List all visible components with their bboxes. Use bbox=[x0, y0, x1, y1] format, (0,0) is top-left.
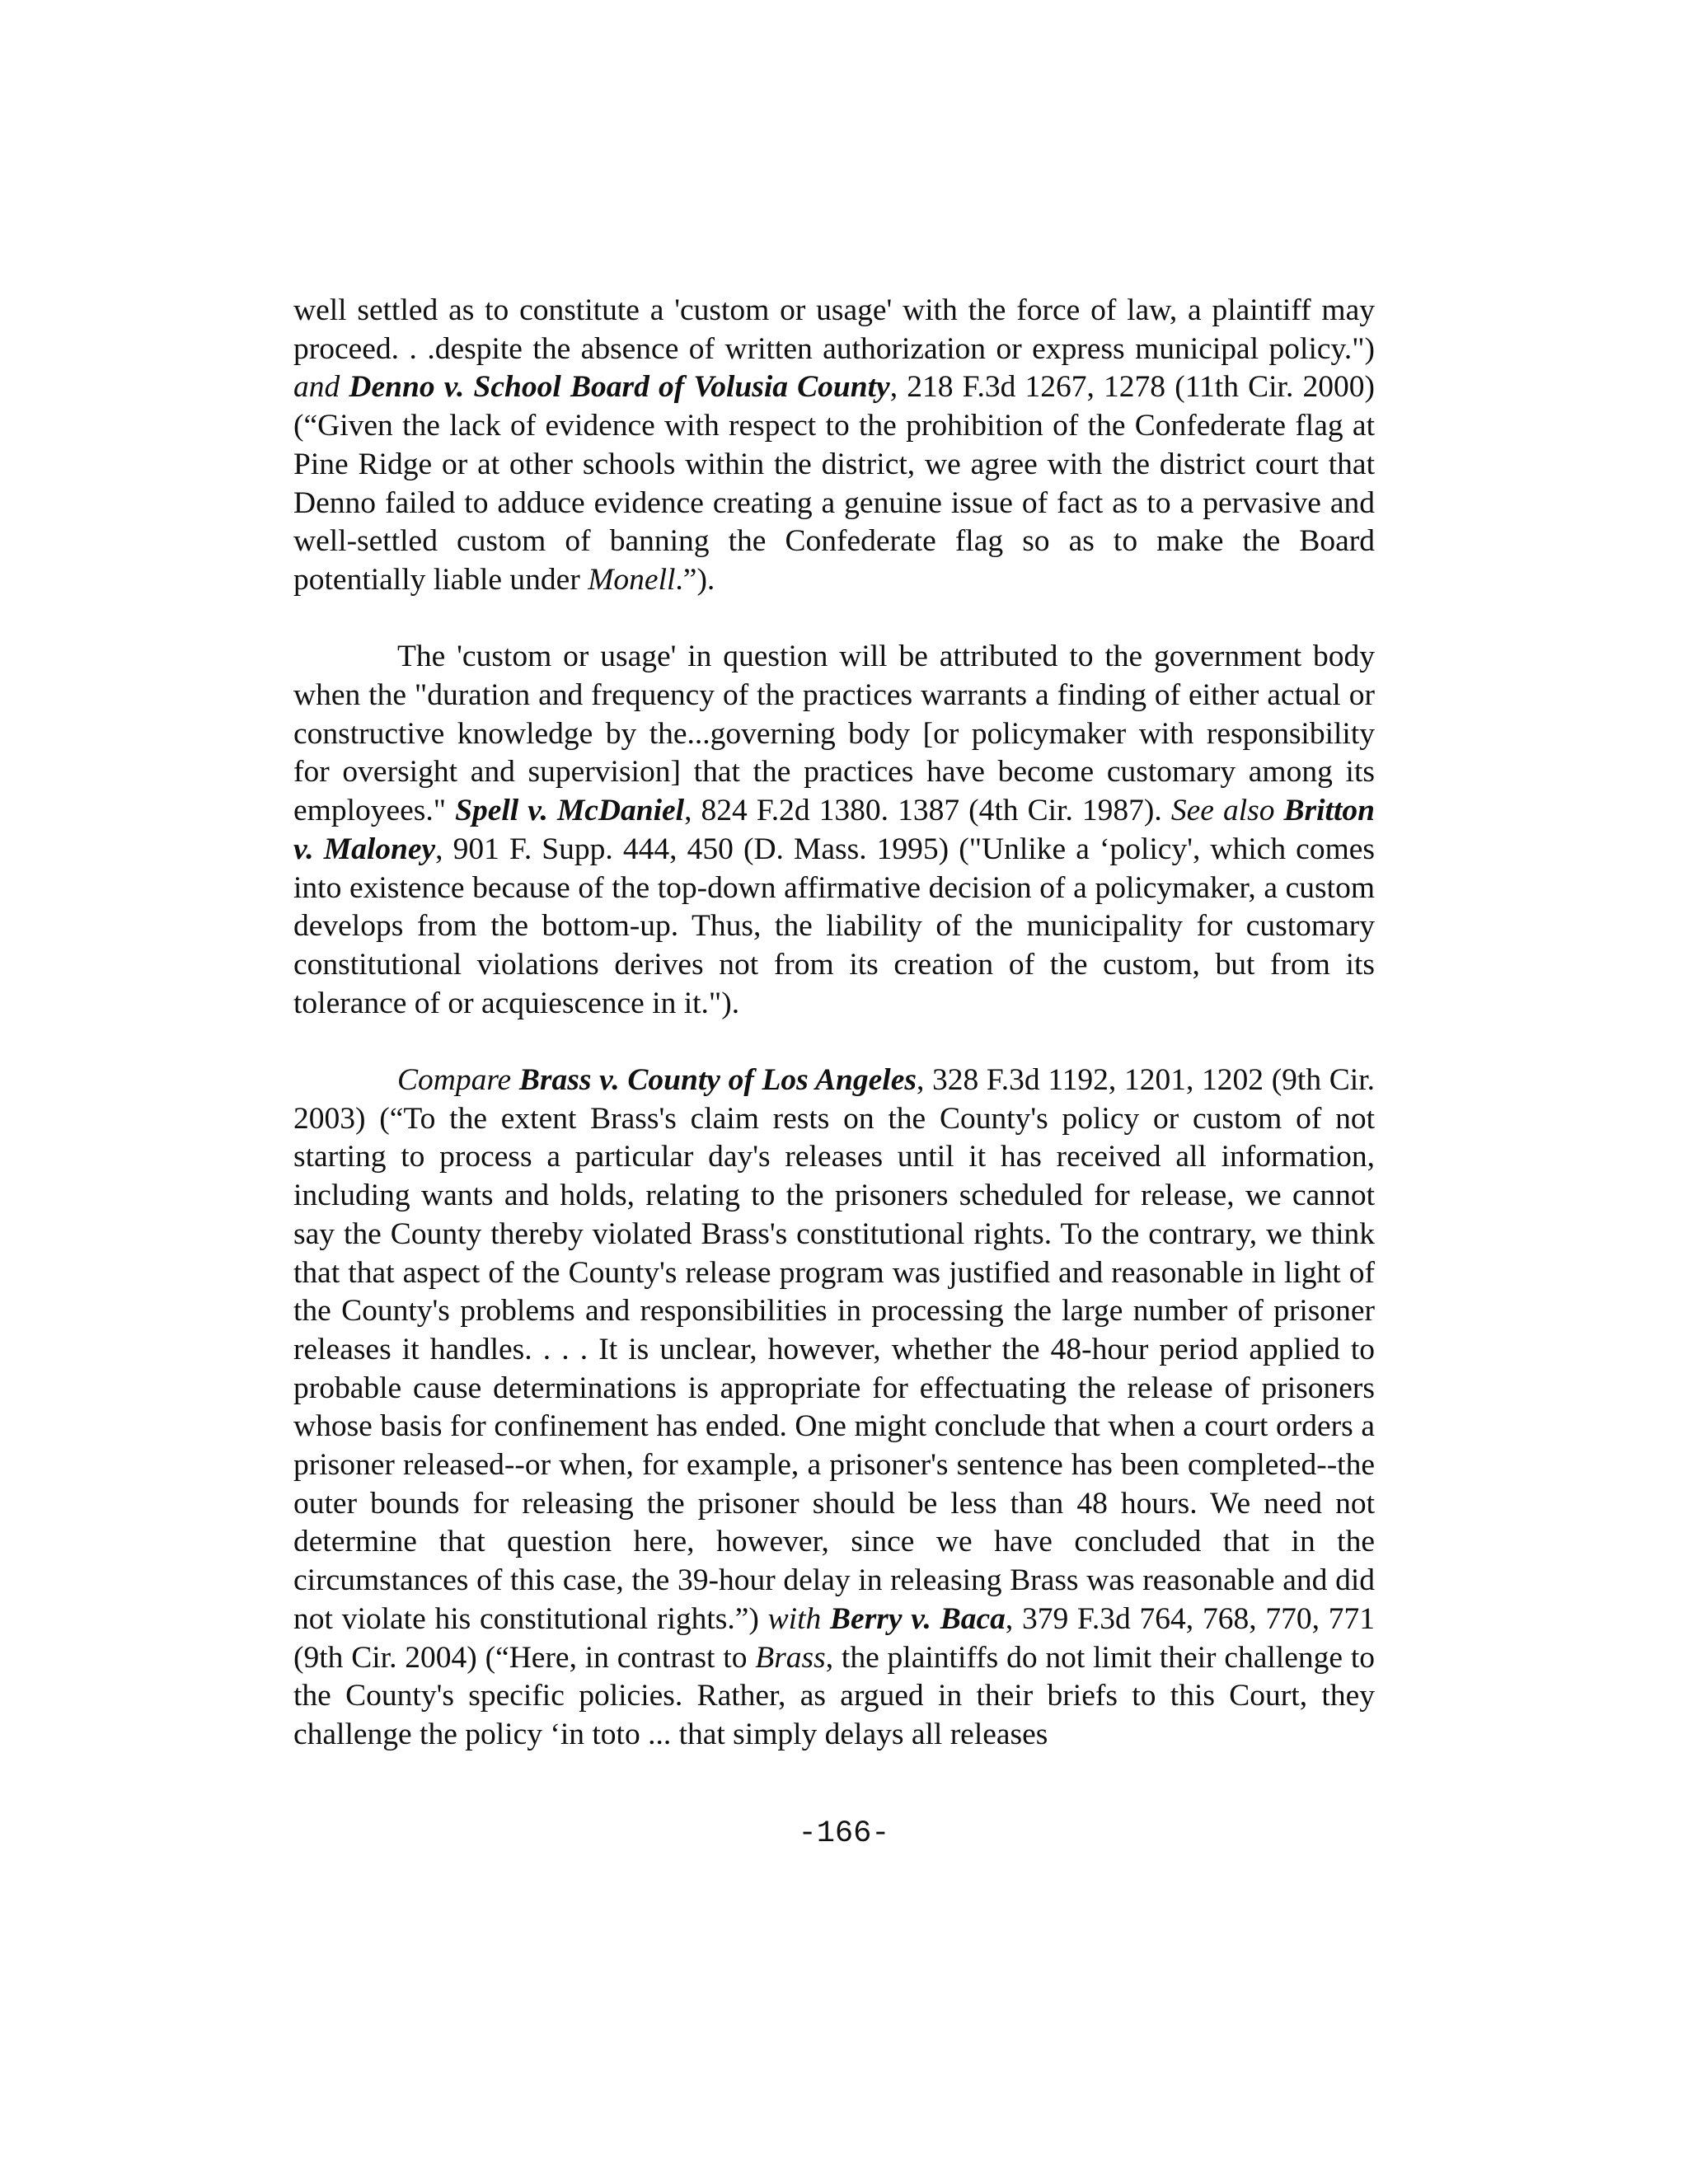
text-run: , 379 F.3d 764, 768, 770, 771 (9th Cir. 2004) (“Here, in contrast to bbox=[293, 1601, 1375, 1675]
case-citation: Spell v. McDaniel bbox=[455, 794, 685, 828]
text-run: , 824 F.2d 1380. 1387 (4th Cir. 1987). bbox=[684, 794, 1171, 828]
italic-text: Monell bbox=[588, 562, 676, 597]
paragraph bbox=[293, 638, 1375, 1023]
text-run: The 'custom or usage' in question will be attributed to the government body when the "duration and frequency of the practices warrants a finding of either actual or constructive knowledge by the...governing body [or policymaker with responsibility for oversight and supervision] that the practices have become customary among its employees." bbox=[293, 640, 1375, 828]
body-text bbox=[293, 292, 1375, 1755]
text-run: , 218 F.3d 1267, 1278 (11th Cir. 2000) (“Given the lack of evidence with respect to the prohibition of the Confederate flag at Pine Ridge or at other schools within the district, we agree with the district court that Denno failed to adduce evidence creating a genuine issue of fact as to a pervasive and well-settled custom of banning the Confederate flag so as to make the Board potentially liable under bbox=[293, 370, 1375, 597]
italic-text: Compare bbox=[397, 1063, 519, 1098]
case-citation: Berry v. Baca bbox=[830, 1601, 1006, 1636]
italic-text: with bbox=[767, 1601, 831, 1636]
italic-text: See also bbox=[1170, 794, 1284, 828]
italic-text: and bbox=[293, 370, 349, 405]
paragraph bbox=[293, 292, 1375, 600]
page-number: -166- bbox=[798, 1816, 890, 1851]
text-run: , the plaintiffs do not limit their challenge to the County's specific policies. Rather, as argued in their briefs to this Court, they challenge the policy ‘in toto ... that simply delays all releases bbox=[293, 1640, 1375, 1751]
paragraph bbox=[293, 1062, 1375, 1755]
text-run: , 901 F. Supp. 444, 450 (D. Mass. 1995) ("Unlike a ‘policy', which comes into existence because of the top-down affirmative decision of a policymaker, a custom develops from the bottom-up. Thus, the liability of the municipality for customary constitutional violations derives not from its creation of the custom, but from its tolerance of or acquiescence in it."). bbox=[293, 832, 1375, 1020]
text-run: , 328 F.3d 1192, 1201, 1202 (9th Cir. 2003) (“To the extent Brass's claim rests on the County's policy or custom of not starting to process a particular day's releases until it has received all information, including wants and holds, relating to the prisoners scheduled for release, we cannot say the County thereby violated Brass's constitutional rights. To the contrary, we think that that aspect of the County's release program was justified and reasonable in light of the County's problems and responsibilities in processing the large number of prisoner releases it handles. . . . It is unclear, however, whether the 48-hour period applied to probable cause determinations is appropriate for effectuating the release of prisoners whose basis for confinement has ended. One might conclude that when a court orders a prisoner released--or when, for example, a prisoner's sentence has been completed--the outer bounds for releasing the prisoner should be less than 48 hours. We need not determine that question here, however, since we have concluded that in the circumstances of this case, the 39-hour delay in releasing Brass was reasonable and did not violate his constitutional rights.”) bbox=[293, 1063, 1375, 1636]
text-run: .”). bbox=[675, 562, 715, 597]
case-citation: Britton v. Maloney bbox=[293, 794, 1375, 866]
case-citation: Brass v. County of Los Angeles bbox=[518, 1063, 917, 1098]
italic-text: Brass bbox=[755, 1640, 826, 1675]
text-run: well settled as to constitute a 'custom or usage' with the force of law, a plaintiff may proceed. . .despite the absence of written authorization or express municipal policy.") bbox=[293, 293, 1375, 366]
case-citation: Denno v. School Board of Volusia County bbox=[349, 370, 890, 405]
